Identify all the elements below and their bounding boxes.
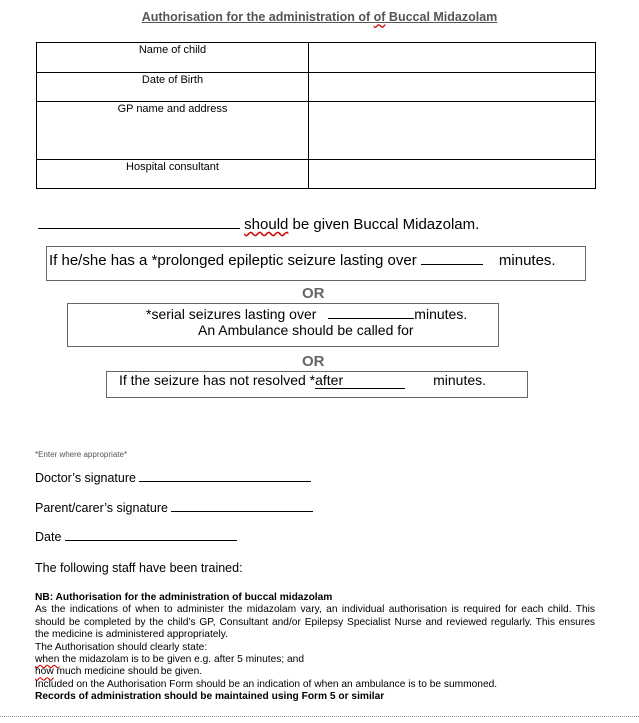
- notes-section: [35, 592, 595, 704]
- serial-seizures-line1: [146, 306, 467, 322]
- how-rest: much medicine should be given.: [53, 666, 203, 678]
- parent-signature-row: [35, 501, 313, 515]
- notes-when-line: [35, 654, 595, 666]
- when-rest: the midazolam is to be given e.g. after 5 minutes; and: [59, 654, 304, 666]
- prolonged-text-post: minutes.: [498, 252, 556, 269]
- when-word: when: [35, 654, 60, 666]
- prolonged-seizure-text: [49, 252, 556, 269]
- enter-note: *Enter where appropriate*: [35, 450, 128, 459]
- resolved-text-post: minutes.: [433, 372, 487, 388]
- child-name-blank[interactable]: [38, 228, 240, 229]
- document-title: [0, 10, 639, 24]
- hospital-consultant-field[interactable]: [309, 160, 596, 189]
- table-row: [37, 43, 596, 73]
- notes-heading: NB: Authorisation for the administration of buccal midazolam: [35, 592, 333, 603]
- after-word: after: [315, 372, 344, 388]
- table-row: [37, 160, 596, 189]
- title-pre: Authorisation for the administration of: [141, 10, 374, 24]
- parent-signature-label: Parent/carer’s signature: [35, 501, 168, 515]
- title-typo-word: of: [373, 10, 386, 24]
- not-resolved-text: [119, 372, 486, 389]
- prolonged-text-pre: If he/she has a *prolonged epileptic seizure lasting over: [49, 252, 421, 269]
- date-row: [35, 530, 237, 544]
- parent-signature-field[interactable]: [171, 511, 313, 512]
- given-rest: be given Buccal Midazolam.: [288, 216, 480, 233]
- how-word: how: [35, 666, 54, 678]
- date-of-birth-field[interactable]: [309, 73, 596, 102]
- resolved-text-pre: If the seizure has not resolved *: [119, 372, 316, 388]
- table-row: [37, 102, 596, 160]
- child-details-table: [36, 42, 596, 189]
- table-label-date-of-birth: Date of Birth: [37, 73, 309, 102]
- table-label-hospital-consultant: Hospital consultant: [37, 160, 309, 189]
- name-of-child-field[interactable]: [309, 43, 596, 73]
- notes-paragraph-3: Included on the Authorisation Form should be an indication of when an ambulance is to be summoned.: [35, 678, 498, 690]
- table-label-name-of-child: Name of child: [37, 43, 309, 73]
- prolonged-minutes-blank[interactable]: [421, 264, 483, 265]
- given-statement: [38, 216, 479, 233]
- serial-text-post: minutes.: [414, 306, 468, 322]
- gp-name-address-field[interactable]: [309, 102, 596, 160]
- table-label-gp-name-address: GP name and address: [37, 102, 309, 160]
- serial-text-pre: *serial seizures lasting over: [146, 306, 321, 322]
- notes-how-line: [35, 666, 595, 678]
- notes-paragraph-2: The Authorisation should clearly state:: [35, 641, 208, 653]
- should-word: should: [244, 216, 289, 233]
- trained-staff-label: The following staff have been trained:: [35, 561, 243, 575]
- or-separator: OR: [302, 353, 325, 370]
- ambulance-text: An Ambulance should be called for: [198, 322, 414, 338]
- notes-paragraph-4: Records of administration should be maintained using Form 5 or similar: [35, 691, 385, 703]
- or-separator: OR: [302, 285, 325, 302]
- resolved-minutes-blank[interactable]: [315, 372, 405, 389]
- notes-paragraph-1: As the indications of when to administer the midazolam vary, an individual authorisation is required for each child. This should be completed by the child’s GP, Consultant and/or Epilepsy Specialist Nurse and reviewed regularly. This ensures the medicine is administered appropriately.: [35, 604, 595, 641]
- serial-minutes-blank[interactable]: [328, 318, 414, 319]
- date-field[interactable]: [65, 540, 237, 541]
- doctor-signature-label: Doctor’s signature: [35, 471, 136, 485]
- date-label: Date: [35, 530, 62, 544]
- page-boundary-line: [0, 716, 639, 717]
- doctor-signature-row: [35, 471, 311, 485]
- table-row: [37, 73, 596, 102]
- title-post: Buccal Midazolam: [385, 10, 498, 24]
- doctor-signature-field[interactable]: [139, 481, 311, 482]
